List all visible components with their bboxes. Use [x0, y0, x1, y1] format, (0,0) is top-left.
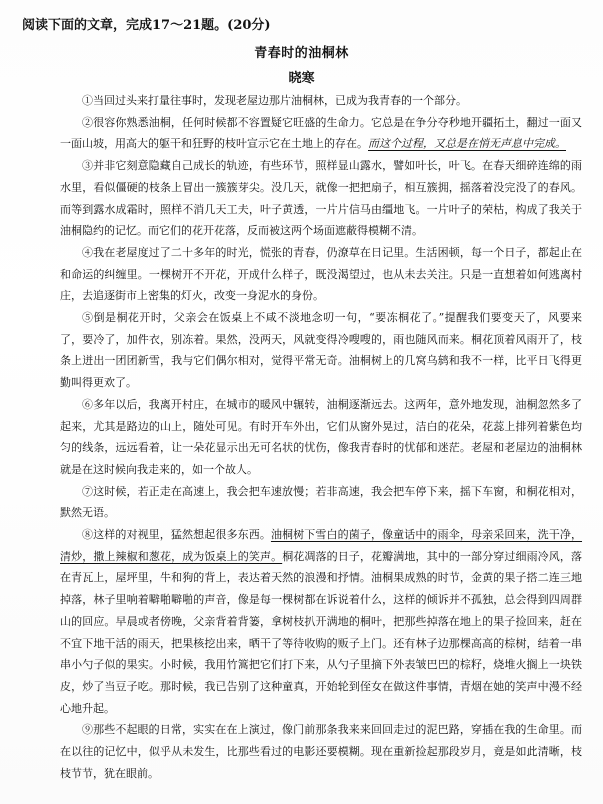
paragraph-7: ⑦这时候，若正走在高速上，我会把车速放慢；若非高速，我会把车停下来，摇下车窗，和桐花相对，默然无语。: [60, 484, 582, 520]
paragraph-3: ③并非它刻意隐藏自己成长的轨迹，有些环节，照样显山露水，譬如叶长，叶飞。在春天细碎连绵的雨水里，看似僵硬的枝条上冒出一簇簇芽尖。没几天，就像一把把扇子，相互簇拥，摇落着没完没了的春风。而等到露水成霜时，照样不消几天工夫，叶子黄透，一片片信马由缰地飞。一片叶子的荣枯，构成了我关于油桐隐约的记忆。而它们的花开花落，反而被这两个场面遮蔽得模糊不清。: [60, 159, 582, 238]
paragraph-6: ⑥多年以后，我离开村庄，在城市的暖风中辗转，油桐逐渐远去。这两年，意外地发现，油桐忽然多了起来，尤其是路边的山上，随处可见。有时开车外出，它们从窗外晃过，洁白的花朵，花蕊上排列着紫色均匀的线条，远远看着，让一朵花显示出无可名状的忧伤，像我青春时的忧郁和迷茫。老屋和老屋边的油桐林就是在这时候向我走来的，如一个故人。: [60, 397, 582, 476]
paragraph-8: ⑧这样的对视里，猛然想起很多东西。油桐树下雪白的菌子，像童话中的雨伞，母亲采回来，洗干净，清炒，撒上辣椒和葱花，成为饭桌上的笑声。桐花凋落的日子，花瓣满地，其中的一部分穿过细雨冷风，落在青瓦上，屋坪里，牛和狗的背上，表达着天然的浪漫和抒情。油桐果成熟的时节，金黄的果子搭二连三地掉落，林子里响着噼啪噼啪的声音，像是每一棵树都在诉说着什么，这样的倾诉并不孤独，总会得到四周群山的回应。早晨或者傍晚，父亲背着背篓，拿树枝扒开满地的桐叶，把那些掉落在地上的果子捡回来，赶在不宜下地干活的雨天，把果核挖出来，晒干了等待收购的贩子上门。还有林子边那棵高高的棕树，结着一串串小勺子似的果实。小时候，我用竹篙把它们打下来，从勺子里摘下外表皱巴巴的棕籽，烧堆火搁上一块铁皮，炒了当豆子吃。那时候，我已告别了这种童真，开始轮到侄女在做这件事情，青烟在她的笑声中漫不经心地升起。: [60, 528, 583, 715]
paragraph-9: ⑨那些不起眼的日常，实实在在上演过，像门前那条我来来回回走过的泥巴路，穿插在我的生命里。而在以往的记忆中，似乎从未发生，比那些看过的电影还要模糊。现在重新捡起那段岁月，竟是如此清晰，枝枝节节，犹在眼前。: [60, 723, 582, 780]
paragraph-1: ①当回过头来打量往事时，发现老屋边那片油桐林，已成为我青春的一个部分。: [82, 94, 467, 107]
question-instruction: 阅读下面的文章，完成17～21题。(20分): [22, 18, 271, 33]
underlined-sentence: 而这个过程，又总是在悄无声息中完成。: [368, 137, 566, 151]
paragraph-2: ②很容你熟悉油桐，任何时候都不容置疑它旺盛的生命力。它总是在争分夺秒地开疆拓土，翻过一面又一面山坡，用高大的躯干和狂野的枝叶宣示它在土地上的存在。而这个过程，又总是在悄无声息中完成。: [60, 115, 582, 151]
paragraph-4: ④我在老屋度过了二十多年的时光，慌张的青春，仍潦草在日记里。生活困顿，每一个日子，都起止在和命运的纠缠里。一棵树开不开花，开成什么样子，既没渴望过，也从未去关注。只是一直想着如何逃离村庄，去追逐街市上密集的灯火，改变一身泥水的身份。: [60, 245, 582, 303]
paragraph-5: ⑤倒是桐花开时，父亲会在饭桌上不咸不淡地念叨一句，“要冻桐花了。”提醒我们要变天了，风要来了，要冷了，加件衣，别冻着。果然，没两天，风就变得冷嗖嗖的，雨也随风而来。桐花顶着风雨开了，枝条上迸出一团团新雪，我与它们偶尔相对，觉得平常无奇。油桐树上的几窝乌鸫和我不一样，比平日飞得更勤叫得更欢了。: [60, 311, 582, 390]
underlined-sentence: 油桐树下雪白的菌子，像童话中的雨伞，母亲采回来，洗干净，清炒，撒上辣椒和葱花，成为饭桌上的笑声。: [60, 528, 583, 563]
article-body: [60, 90, 582, 785]
article-title: 青春时的油桐林: [254, 46, 349, 61]
article-author: 晓寒: [288, 71, 315, 86]
